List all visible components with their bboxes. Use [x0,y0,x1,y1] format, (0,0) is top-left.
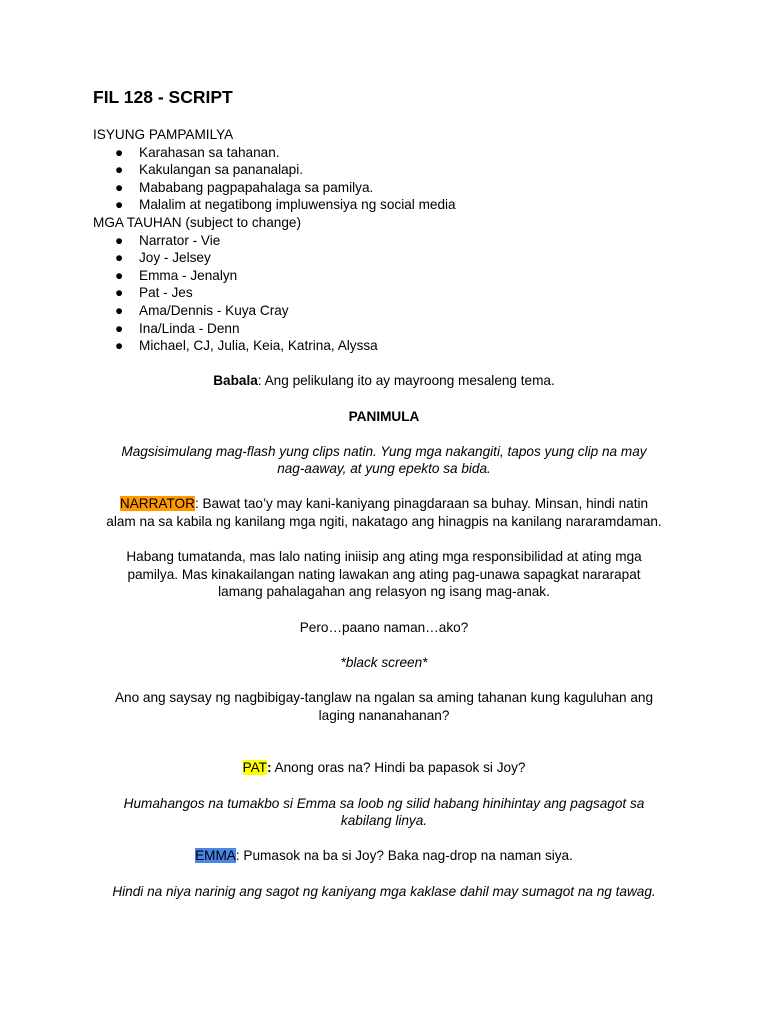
list-item: ● Kakulangan sa pananalapi. [115,162,304,178]
pat-dialogue: PAT: Anong oras na? Hindi ba papasok si Joy? [242,760,526,776]
warning-label: Babala [213,373,258,389]
bullet-icon: ● [115,232,124,248]
document-title: FIL 128 - SCRIPT [93,87,233,107]
narrator-paragraph-3: Pero…paano naman…ako? [299,619,469,635]
intro-heading: PANIMULA [348,408,420,424]
bullet-icon: ● [115,338,124,354]
emma-dialogue: EMMA: Pumasok na ba si Joy? Baka nag-drop na naman siya. [195,848,573,864]
bullet-icon: ● [115,302,124,318]
stage-direction-2: Humahangos na tumakbo si Emma sa loob ng silid habang hinihintay ang pagsagot sa kabilang linya. [123,795,645,829]
narrator-dialogue: NARRATOR: Bawat tao’y may kani-kaniyang pinagdaraan sa buhay. Minsan, hindi natin alam na sa kabila ng kanilang mga ngiti, nakatago ang hinagpis na kanilang nararamdaman. [106,496,662,530]
list-item: ● Emma - Jenalyn [115,267,238,283]
bullet-icon: ● [115,267,124,283]
narrator-label: NARRATOR [119,496,195,512]
bullet-icon: ● [115,144,124,160]
stage-direction-1: Magsisimulang mag-flash yung clips natin. Yung mga nakangiti, tapos yung clip na may nag-aaway, at yung epekto sa bida. [121,443,647,477]
black-screen-direction: *black screen* [340,654,428,670]
bullet-icon: ● [115,250,124,266]
list-item: ● Michael, CJ, Julia, Keia, Katrina, Alyssa [115,338,378,354]
issues-list [93,144,675,214]
list-item: ● Malalim at negatibong impluwensiya ng social media [115,197,456,213]
list-item: ● Joy - Jelsey [115,250,211,266]
bullet-icon: ● [115,162,124,178]
list-item: ● Ina/Linda - Denn [115,320,240,336]
warning-line [93,372,675,390]
document-page [93,86,675,900]
bullet-icon: ● [115,320,124,336]
issues-heading: ISYUNG PAMPAMILYA [93,127,234,142]
list-item: ● Karahasan sa tahanan. [115,144,280,160]
bullet-icon: ● [115,179,124,195]
list-item: ● Pat - Jes [115,285,193,301]
bullet-icon: ● [115,285,124,301]
stage-direction-3: Hindi na niya narinig ang sagot ng kaniyang mga kaklase dahil may sumagot na ng tawag. [112,883,656,899]
narrator-paragraph-2: Habang tumatanda, mas lalo nating iniisip ang ating mga responsibilidad at ating mga pamilya. Mas kinakailangan nating lawakan ang ating pag-unawa sapagkat nararapat lamang pahalagahan ang relasyon ng isang mag-anak. [126,549,642,600]
list-item: ● Narrator - Vie [115,232,221,248]
warning-text: : Ang pelikulang ito ay mayroong mesaleng tema. [257,373,555,389]
list-item: ● Ama/Dennis - Kuya Cray [115,302,289,318]
characters-heading: MGA TAUHAN (subject to change) [93,214,302,230]
characters-list [93,232,675,355]
narrator-paragraph-4: Ano ang saysay ng nagbibigay-tanglaw na ngalan sa aming tahanan kung kaguluhan ang laging nananahanan? [114,690,654,723]
pat-label: PAT [242,760,267,776]
bullet-icon: ● [115,197,124,213]
emma-label: EMMA [195,848,236,864]
list-item: ● Mababang pagpapahalaga sa pamilya. [115,179,374,195]
